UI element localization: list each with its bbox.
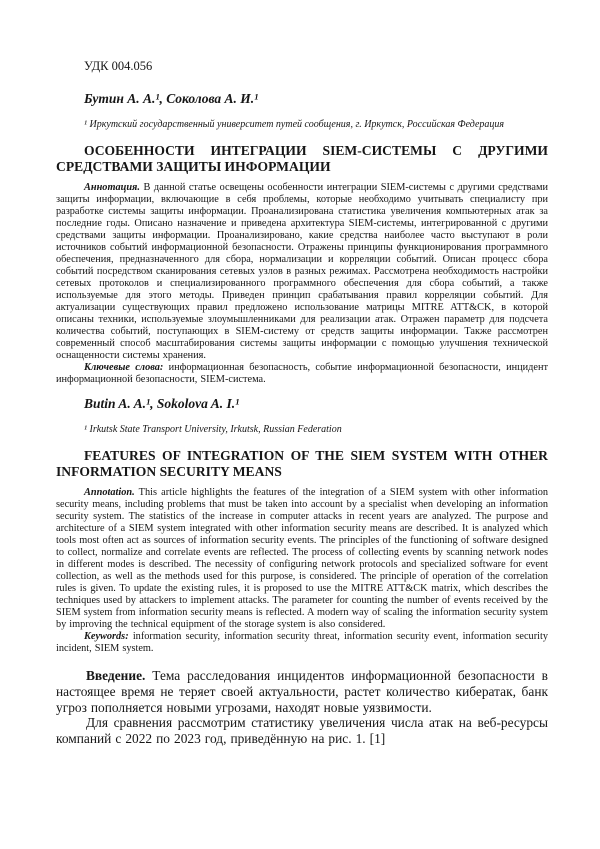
introduction-paragraph — [56, 668, 548, 715]
keywords-ru-text: информационная безопасность, событие информационной безопасности, инцидент информационной безопасности, SIEM-система. — [56, 362, 548, 385]
keywords-en — [56, 631, 548, 655]
keywords-en-label: Keywords: — [84, 631, 129, 642]
title-en: FEATURES OF INTEGRATION OF THE SIEM SYSTEM WITH OTHER INFORMATION SECURITY MEANS — [56, 448, 548, 479]
authors-en: Butin A. A.¹, Sokolova A. I.¹ — [84, 396, 240, 411]
introduction-label: Введение. — [86, 668, 146, 683]
comparison-paragraph: Для сравнения рассмотрим статистику увеличения числа атак на веб-ресурсы компаний с 2022 по 2023 год, приведённую на рис. 1. [1] — [56, 715, 548, 747]
annotation-en-label: Annotation. — [84, 487, 135, 498]
affiliation-en: ¹ Irkutsk State Transport University, Irkutsk, Russian Federation — [84, 424, 342, 435]
introduction-text: Тема расследования инцидентов информационной безопасности в настоящее время не теряет своей актуальности, растет количество кибератак, банк угроз пополняется новыми угрозами, находят новые уязвимости. — [56, 668, 548, 715]
annotation-en — [56, 487, 548, 631]
keywords-en-text: information security, information security threat, information security event, information security incident, SIEM system. — [56, 631, 548, 654]
title-ru: ОСОБЕННОСТИ ИНТЕГРАЦИИ SIEM-СИСТЕМЫ С ДРУГИМИ СРЕДСТВАМИ ЗАЩИТЫ ИНФОРМАЦИИ — [56, 143, 548, 174]
abstract-ru — [56, 182, 548, 362]
annotation-en-text: This article highlights the features of the integration of a SIEM system with other information security means, including problems that must be taken into account by a specialist when developing an information security system. The statistics of the increase in computer attacks in recent years are analyzed. The purpose and architecture of a SIEM system integrated with other information security means are described. It is analyzed which tools most often act as sources of information security events. The principles of the functioning of software designed to collect, normalize and correlate events are reflected. The process of collecting events by scanning network nodes in different modes is described. The necessity of configuring network protocols and specialized software for event collection, as well as the methods used for this purpose, is considered. The principle of operation of the correlation rules is given. To update the existing rules, it is proposed to use the MITRE ATT&CK matrix, which describes the techniques used by attackers to implement attacks. The parameter for counting the number of events received by the SIEM system from information security means is reflected. A modern way of scaling the information security system by improving the technical equipment of the storage system is also considered. — [56, 487, 548, 630]
abstract-ru-label: Аннотация. — [84, 182, 140, 193]
keywords-ru-label: Ключевые слова: — [84, 362, 164, 373]
authors-ru: Бутин А. А.¹, Соколова А. И.¹ — [84, 91, 259, 106]
udc-number: УДК 004.056 — [84, 59, 153, 73]
keywords-ru — [56, 362, 548, 386]
affiliation-ru: ¹ Иркутский государственный университет путей сообщения, г. Иркутск, Российская Федерация — [84, 119, 505, 130]
abstract-ru-text: В данной статье освещены особенности интеграции SIEM-системы с другими средствами защиты информации, включающие в себя проблемы, которые необходимо учитывать специалисту при разработке системы защиты информации. Проанализирована статистика увеличения компьютерных атак за последние годы. Описано назначение и приведена архитектура SIEM-системы, интегрированной с другими средствами защиты информации. Проанализировано, какие средства наиболее часто выступают в роли источников событий информационной безопасности. Отражены принципы функционирования программного обеспечения, предназначенного для сбора, нормализации и корреляции событий. Описан процесс сбора событий посредством сканирования сетевых узлов в разных режимах. Рассмотрена необходимость настройки сетевых протоколов и специализированного программного обеспечения для сбора событий, а также используемые для этого методы. Приведен принцип срабатывания правил корреляции событий. Для актуализации существующих правил предложено использование матрицы MITRE ATT&CK, в которой описаны техники, используемые злоумышленниками для реализации атак. Отражен параметр для подсчета количества событий, поступающих в SIEM-систему от средств защиты информации. Также рассмотрен современный способ масштабирования системы защиты информации с помощью улучшения технической оснащенности системы хранения. — [56, 182, 548, 361]
